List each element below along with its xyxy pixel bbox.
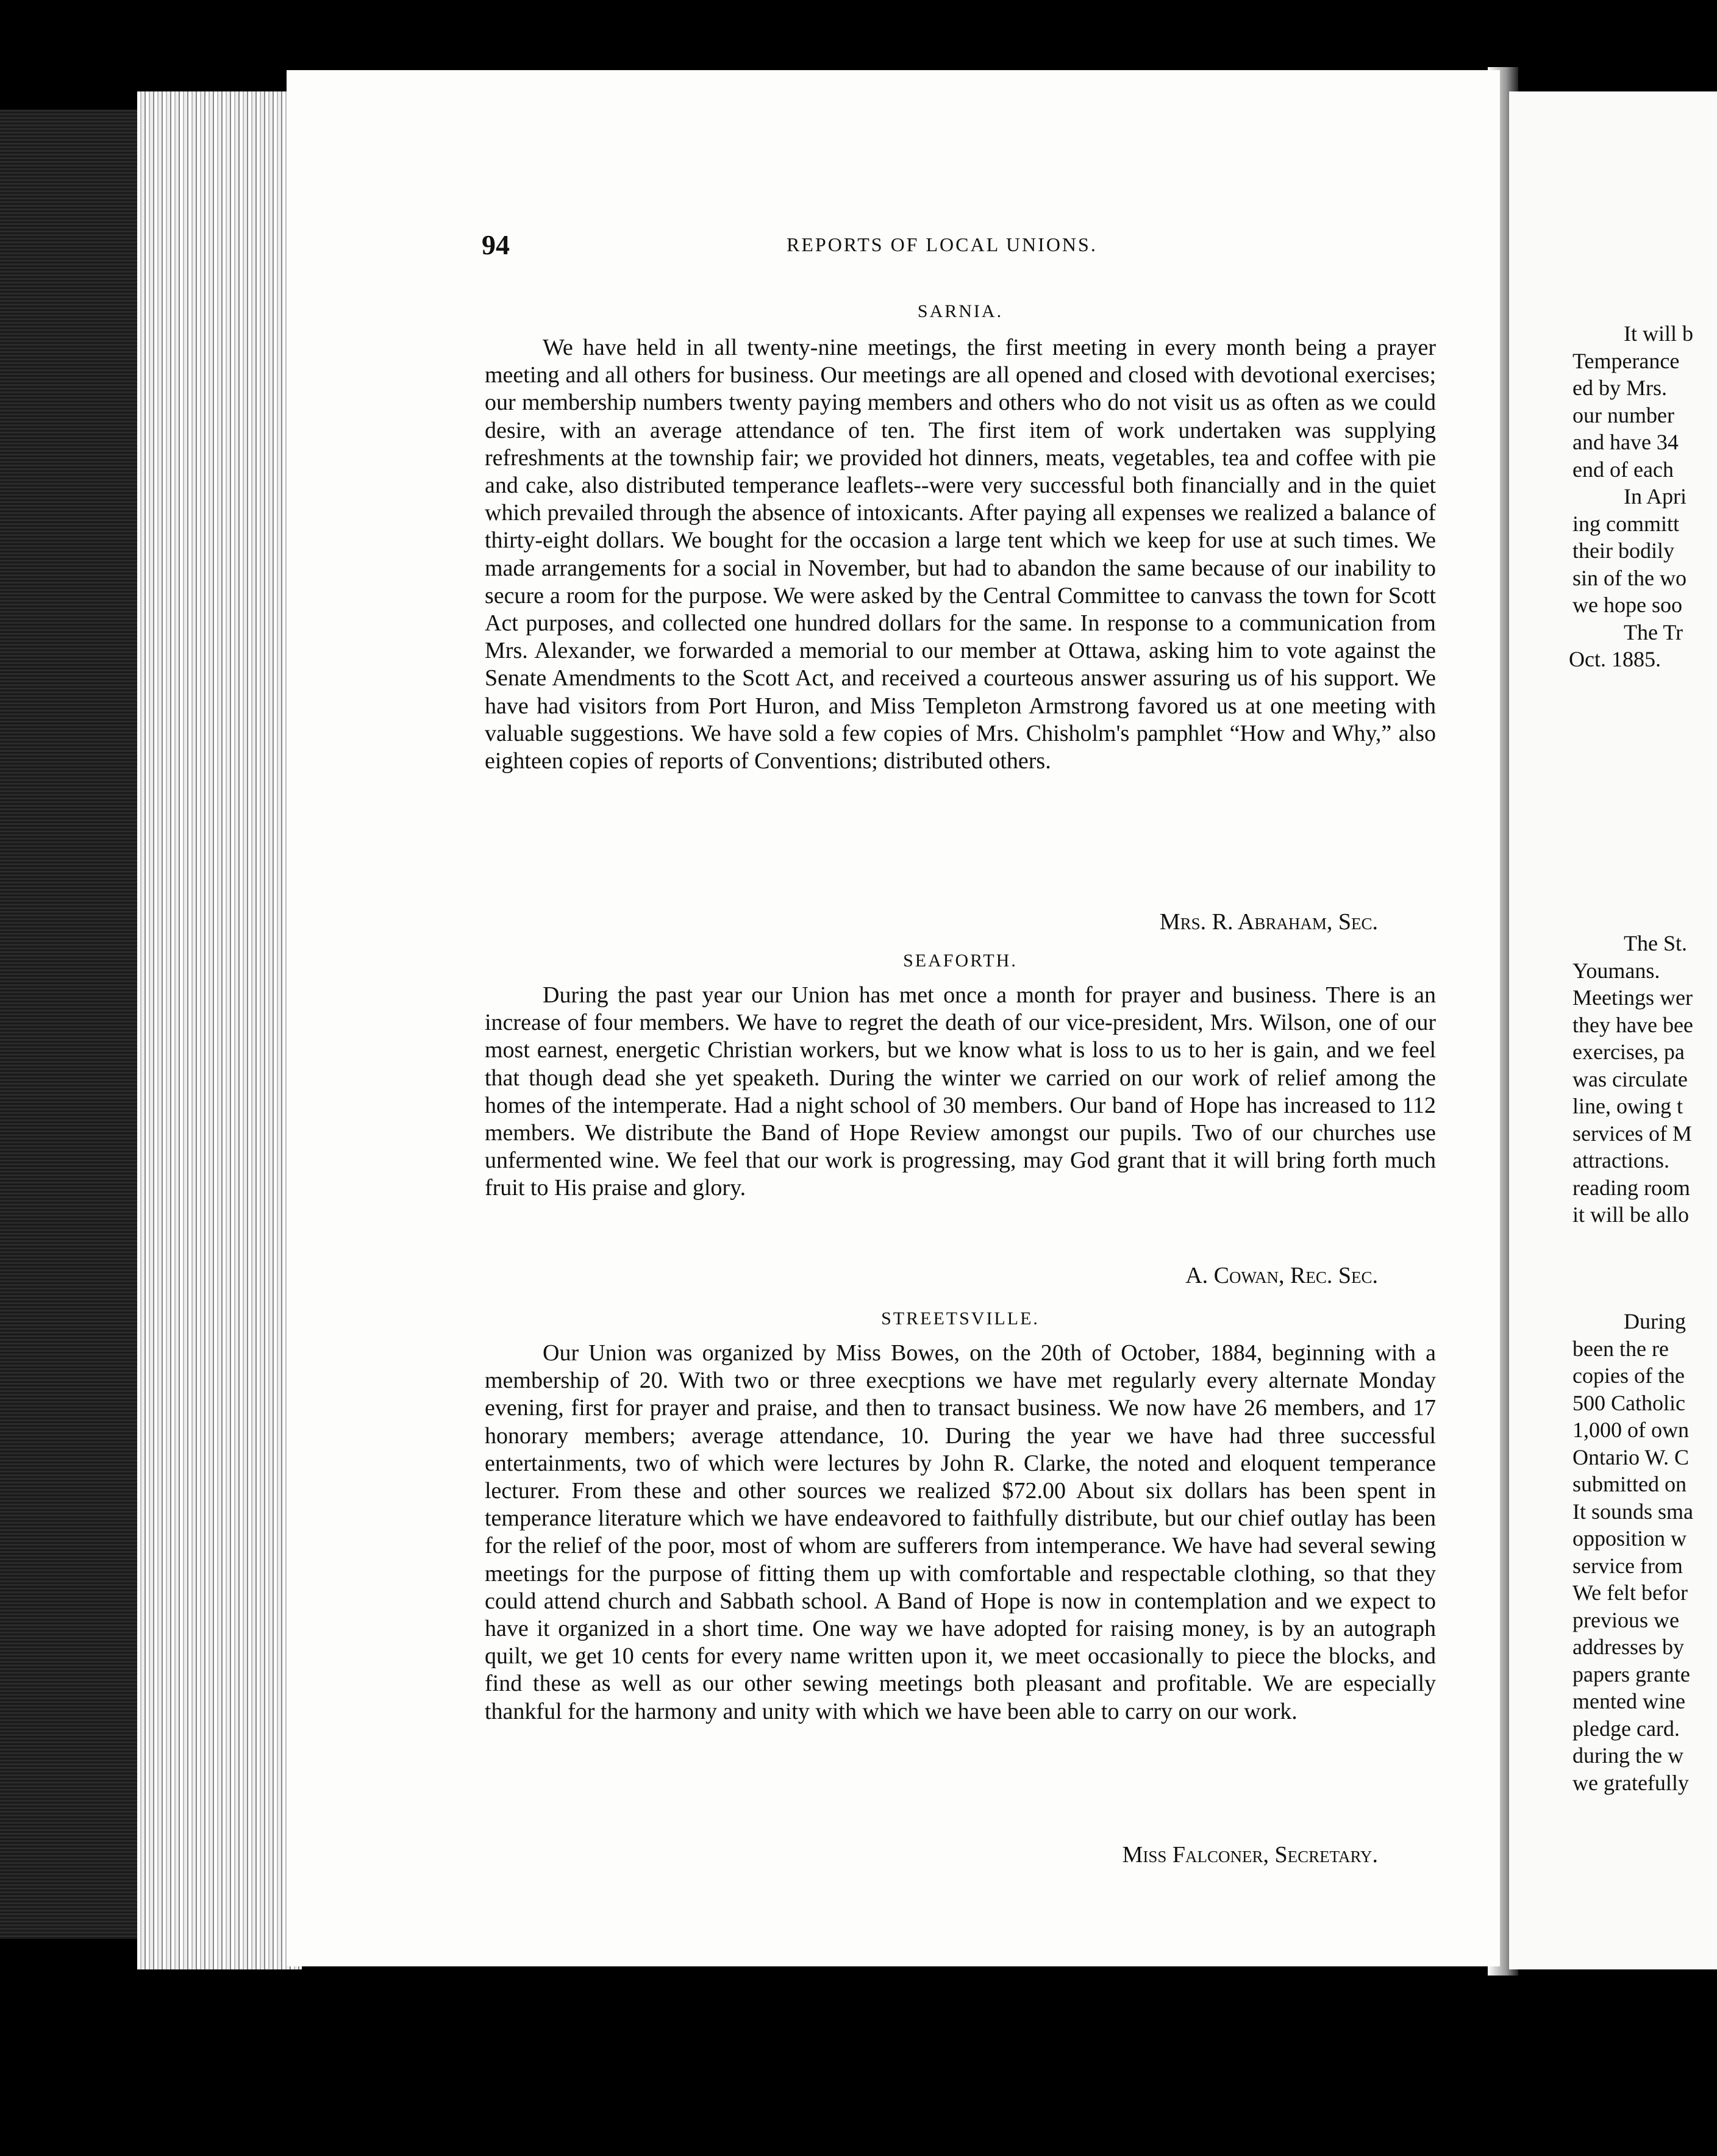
section-title-sarnia: SARNIA.	[917, 301, 1004, 321]
facing-line: exercises, pa	[1572, 1040, 1685, 1064]
facing-line: The St.	[1624, 931, 1687, 955]
facing-line: reading room	[1572, 1175, 1690, 1200]
section-title-seaforth: SEAFORTH.	[903, 951, 1018, 971]
facing-line: ing committ	[1572, 511, 1679, 536]
facing-line: addresses by	[1572, 1635, 1684, 1659]
facing-line: 1,000 of own	[1572, 1418, 1689, 1442]
facing-line: was circulate	[1572, 1066, 1688, 1091]
facing-line: ed by Mrs.	[1572, 376, 1667, 400]
facing-page-block-2	[1572, 930, 1693, 1229]
facing-line: it will be allo	[1572, 1202, 1689, 1227]
signature-sarnia: Mrs. R. Abraham, Sec.	[1159, 909, 1378, 935]
facing-line: Youmans.	[1572, 958, 1660, 983]
facing-line: we hope soo	[1572, 593, 1682, 617]
facing-line: been the re	[1572, 1336, 1669, 1361]
facing-line: their bodily	[1572, 538, 1674, 563]
facing-line: service from	[1572, 1553, 1683, 1578]
section-body-streetsville: Our Union was organized by Miss Bowes, on the 20th of October, 1884, beginning with a membership of 20. With two or three execptions we have met regularly every alternate Monday evening, first for prayer and praise, and then to transact business. We now have 26 members, and 17 honorary members; average attendance, 10. During the year we have had three successful entertainments, two of which were lectures by John R. Clarke, the noted and eloquent temperance lecturer. From these and other sources we realized $72.00 About six dollars has been spent in temperance literature which we have endeavored to faithfully distribute, but our chief outlay has been for the relief of the poor, most of whom are sufferers from intemperance. We have had several sewing meetings for the purpose of fitting them up with comfortable and respectable clothing, so that they could attend church and Sabbath school. A Band of Hope is now in contemplation and we expect to have it organized in a short time. One way we have adopted for raising money, is by an autograph quilt, we get 10 cents for every name written upon it, we meet occasionally to piece the blocks, and find these as well as our other sewing meetings both pleasant and profitable. We are especially thankful for the harmony and unity with which we have been able to carry on our work.	[485, 1340, 1436, 1724]
facing-line: services of M	[1572, 1121, 1692, 1146]
facing-line: Oct. 1885.	[1569, 647, 1661, 671]
facing-line: Temperance	[1572, 348, 1680, 373]
facing-line: pledge card.	[1572, 1716, 1680, 1741]
signature-seaforth: A. Cowan, Rec. Sec.	[1185, 1263, 1378, 1288]
signature-streetsville: Miss Falconer, Secretary.	[1122, 1842, 1378, 1868]
section-title-streetsville: STREETSVILLE.	[881, 1308, 1040, 1329]
facing-line: We felt befor	[1572, 1580, 1688, 1605]
book-cover	[0, 110, 143, 1939]
facing-line: and have 34	[1572, 430, 1679, 454]
facing-line: During	[1624, 1309, 1686, 1333]
facing-line: during the w	[1572, 1743, 1683, 1768]
facing-line: end of each	[1572, 457, 1674, 482]
section-body-sarnia: We have held in all twenty-nine meetings, the first meeting in every month being a prayer meeting and all others for business. Our meetings are all opened and closed with devotional exercises; our membership numbers twenty paying members and others who do not visit us as often as we could desire, with an average attendance of ten. The first item of work undertaken was supplying refreshments at the township fair; we provided hot dinners, meats, vegetables, tea and coffee with pie and cake, also distributed temperance leaflets--were very successful both financially and in the quiet which prevailed through the absence of intoxicants. After paying all expenses we realized a balance of thirty-eight dollars. We bought for the occasion a large tent which we keep for use at such times. We made arrangements for a social in November, but had to abandon the same because of our inability to secure a room for the purpose. We were asked by the Central Committee to canvass the town for Scott Act purposes, and collected one hundred dollars for the same. In response to a communication from Mrs. Alexander, we forwarded a memorial to our member at Ottawa, asking him to vote against the Senate Amendments to the Scott Act, and received a courteous answer assuring us of his support. We have had visitors from Port Huron, and Miss Templeton Armstrong favored us at one meeting with valuable suggestions. We have sold a few copies of Mrs. Chisholm's pamphlet “How and Why,” also eighteen copies of reports of Conventions; distributed others.	[485, 335, 1436, 774]
facing-line: It sounds sma	[1572, 1499, 1693, 1524]
running-head: REPORTS OF LOCAL UNIONS.	[787, 234, 1098, 255]
page-edges	[137, 91, 302, 1969]
facing-line: copies of the	[1572, 1363, 1685, 1388]
facing-line: previous we	[1572, 1607, 1679, 1632]
section-body-seaforth: During the past year our Union has met once a month for prayer and business. There is an increase of four members. We have to regret the death of our vice-president, Mrs. Wilson, one of our most earnest, energetic Christian workers, but we know what is loss to us to her is gain, and we feel that though dead she yet speaketh. During the winter we carried on our work of relief among the homes of the intemperate. Had a night school of 30 members. Our band of Hope has increased to 112 members. We distribute the Band of Hope Review amongst our pupils. Two of our churches use unfermented wine. We feel that our work is progressing, may God grant that it will bring forth much fruit to His praise and glory.	[485, 982, 1436, 1201]
page-number: 94	[482, 229, 510, 260]
facing-line: attractions.	[1572, 1148, 1669, 1173]
facing-line: line, owing t	[1572, 1094, 1683, 1118]
facing-line: sin of the wo	[1572, 565, 1687, 590]
facing-line: our number	[1572, 402, 1674, 427]
facing-line: we gratefully	[1572, 1770, 1689, 1795]
facing-line: opposition w	[1572, 1526, 1687, 1551]
facing-line: It will b	[1624, 321, 1693, 346]
facing-page-block-3	[1572, 1308, 1693, 1796]
facing-line: submitted on	[1572, 1472, 1687, 1496]
facing-line: Ontario W. C	[1572, 1444, 1690, 1469]
facing-line: Meetings wer	[1572, 985, 1693, 1010]
facing-line: papers grante	[1572, 1662, 1690, 1687]
facing-page-block-1	[1569, 320, 1693, 673]
facing-line: 500 Catholic	[1572, 1390, 1685, 1415]
facing-line: The Tr	[1624, 619, 1683, 644]
facing-line: they have bee	[1572, 1012, 1693, 1037]
facing-line: mented wine	[1572, 1689, 1685, 1713]
facing-line: In Apri	[1624, 484, 1687, 509]
